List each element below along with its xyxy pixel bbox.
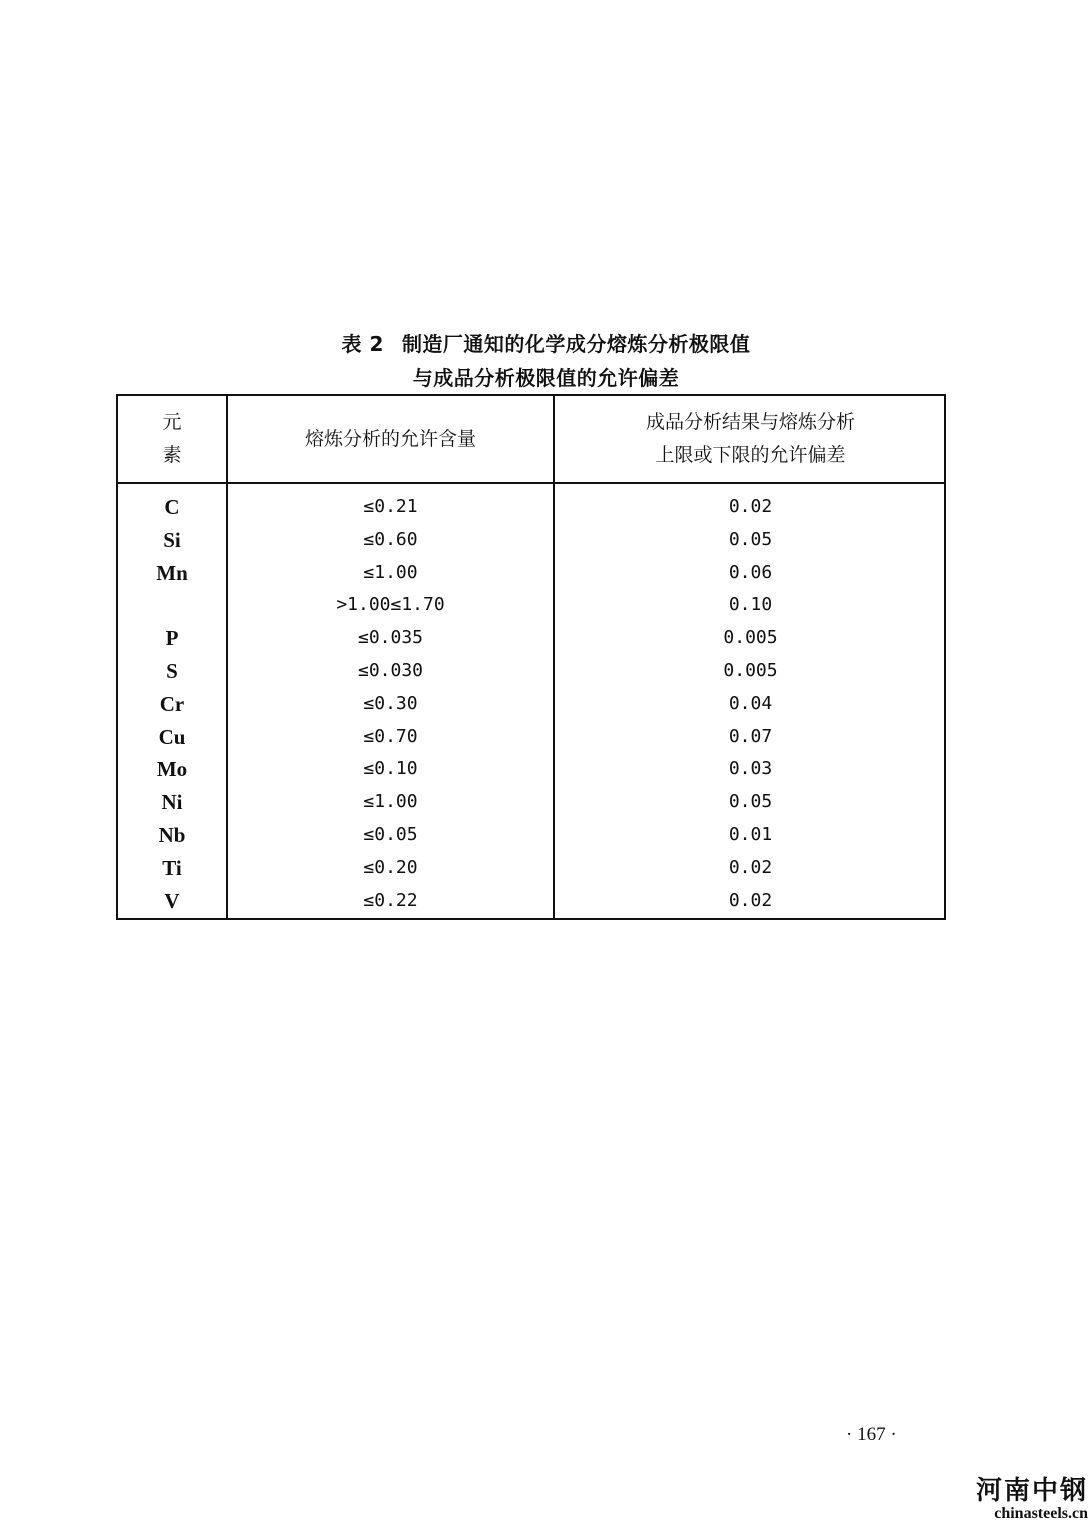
header-element — [118, 396, 226, 482]
element-cell: P — [165, 626, 179, 651]
watermark-logo — [976, 1478, 1088, 1522]
table-row — [118, 688, 944, 721]
product-tolerance-cell: 0.02 — [728, 889, 773, 911]
watermark-domain: chinasteels.cn — [994, 1505, 1088, 1522]
element-cell: Si — [163, 527, 181, 552]
product-tolerance-cell: 0.07 — [728, 725, 773, 747]
table-row — [118, 589, 944, 622]
product-tolerance-cell: 0.01 — [728, 823, 773, 845]
element-cell: Cr — [159, 691, 185, 716]
element-cell: Mn — [156, 560, 188, 585]
element-cell — [118, 589, 226, 622]
tolerance-table — [116, 394, 946, 920]
product-tolerance-cell: 0.05 — [728, 528, 773, 550]
product-tolerance-cell: 0.02 — [728, 496, 773, 517]
table-body — [118, 491, 944, 917]
element-cell: Cu — [158, 724, 186, 749]
header-heat-label: 熔炼分析的允许含量 — [304, 427, 476, 450]
heat-limit-cell: ≤0.10 — [363, 758, 418, 780]
header-element-line2: 素 — [162, 444, 182, 466]
table-row — [118, 524, 944, 557]
element-cell: Mo — [156, 757, 188, 782]
table-row — [118, 655, 944, 688]
product-tolerance-cell: 0.03 — [728, 758, 773, 780]
heat-limit-cell: ≤0.22 — [363, 889, 418, 911]
table-title-line1: 制造厂通知的化学成分熔炼分析极限值 — [401, 332, 751, 356]
element-cell: V — [164, 888, 180, 913]
element-cell: S — [166, 658, 178, 683]
heat-limit-cell: ≤0.30 — [363, 692, 418, 714]
header-divider — [118, 482, 944, 484]
heat-limit-cell: ≤0.035 — [357, 627, 424, 649]
table-row — [118, 557, 944, 590]
heat-limit-cell: ≤1.00 — [363, 791, 418, 813]
header-product-line2: 上限或下限的允许偏差 — [655, 444, 846, 466]
product-tolerance-cell: 0.005 — [723, 659, 778, 681]
product-tolerance-cell: 0.10 — [728, 594, 773, 616]
header-heat-analysis — [228, 396, 553, 482]
table-row — [118, 786, 944, 819]
table-row — [118, 852, 944, 885]
product-tolerance-cell: 0.06 — [728, 561, 773, 583]
header-product-tolerance — [555, 396, 946, 482]
table-caption-line1 — [0, 328, 1092, 357]
heat-limit-cell: ≤0.60 — [363, 528, 418, 550]
table-number: 表 2 — [341, 332, 384, 356]
element-cell: Ni — [161, 790, 183, 815]
heat-limit-cell: ≤0.70 — [363, 725, 418, 747]
table-row — [118, 721, 944, 754]
heat-limit-cell: ≤0.21 — [363, 496, 418, 517]
table-row — [118, 491, 944, 524]
heat-limit-cell: >1.00≤1.70 — [336, 594, 445, 616]
table-row — [118, 885, 944, 918]
product-tolerance-cell: 0.04 — [728, 692, 773, 714]
heat-limit-cell: ≤1.00 — [363, 561, 418, 583]
table-title-line2: 与成品分析极限值的允许偏差 — [412, 366, 680, 390]
product-tolerance-cell: 0.02 — [728, 856, 773, 878]
watermark-chinese: 河南中钢 — [975, 1476, 1088, 1506]
table-row — [118, 753, 944, 786]
header-product-line1: 成品分析结果与熔炼分析 — [645, 411, 855, 433]
element-cell: C — [164, 495, 180, 519]
heat-limit-cell: ≤0.05 — [363, 823, 418, 845]
product-tolerance-cell: 0.005 — [723, 627, 778, 649]
heat-limit-cell: ≤0.030 — [357, 659, 424, 681]
element-cell: Nb — [158, 822, 186, 847]
heat-limit-cell: ≤0.20 — [363, 856, 418, 878]
product-tolerance-cell: 0.05 — [728, 791, 773, 813]
page-number: · 167 · — [846, 1424, 897, 1445]
table-row — [118, 622, 944, 655]
element-cell: Ti — [162, 855, 182, 880]
table-row — [118, 819, 944, 852]
header-element-line1: 元 — [162, 411, 182, 433]
